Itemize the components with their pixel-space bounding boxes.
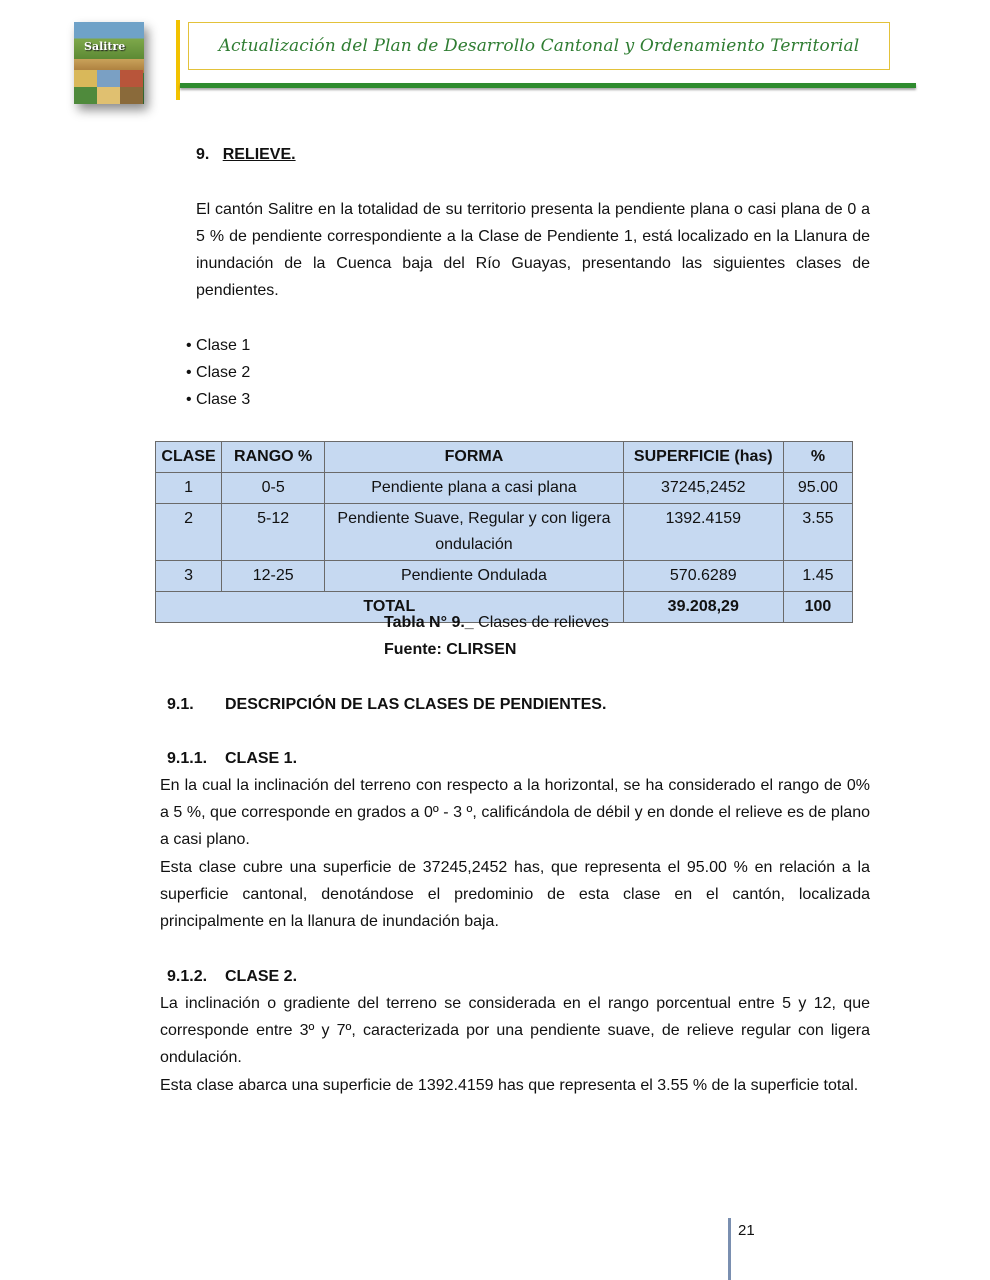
cell-percent: 1.45 <box>783 561 852 592</box>
cell-rango: 0-5 <box>222 473 325 504</box>
cell-percent: 3.55 <box>783 504 852 561</box>
cell-forma: Pendiente Ondulada <box>325 561 623 592</box>
bullet-clase-2: • Clase 2 <box>186 364 251 381</box>
relief-classes-table <box>155 441 853 623</box>
cell-clase: 2 <box>156 504 222 561</box>
header-accent-bar <box>176 20 180 100</box>
bullet-clase-3: • Clase 3 <box>186 391 251 408</box>
table-source: Fuente: CLIRSEN <box>384 641 517 658</box>
table-row <box>156 561 853 592</box>
total-label: TOTAL <box>156 592 624 623</box>
section-9-number: 9. <box>196 146 210 163</box>
header-rango: RANGO % <box>222 442 325 473</box>
section-9-1-2-title: CLASE 2. <box>225 968 298 985</box>
cell-forma: Pendiente plana a casi plana <box>325 473 623 504</box>
header-title-box <box>188 22 890 70</box>
section-9-paragraph: El cantón Salitre en la totalidad de su territorio presenta la pendiente plana o casi plana de 0 a 5 % de pendiente correspondiente a la Clase de Pendiente 1, está localizado en la Llanura de inundación de la Cuenca baja del Río Guayas, presentando las siguientes clases de pendientes. <box>196 201 870 299</box>
cell-superficie: 1392.4159 <box>623 504 783 561</box>
header-superficie: SUPERFICIE (has) <box>623 442 783 473</box>
cell-rango: 12-25 <box>222 561 325 592</box>
salitre-logo <box>74 22 144 104</box>
total-percent: 100 <box>783 592 852 623</box>
cell-clase: 3 <box>156 561 222 592</box>
clase-2-paragraph-2: Esta clase abarca una superficie de 1392.4159 has que representa el 3.55 % de la superficie total. <box>160 1077 859 1094</box>
header-title: Actualización del Plan de Desarrollo Cantonal y Ordenamiento Territorial <box>218 36 860 56</box>
section-9-heading <box>196 141 296 168</box>
cell-percent: 95.00 <box>783 473 852 504</box>
table-row <box>156 473 853 504</box>
table-header-row <box>156 442 853 473</box>
section-9-1-1-title: CLASE 1. <box>225 750 298 767</box>
clase-1-paragraph-1: En la cual la inclinación del terreno con respecto a la horizontal, se ha considerado el rango de 0% a 5 %, que corresponde en grados a 0º - 3 º, calificándola de débil y en donde el relieve es de plano a casi plano. <box>160 777 870 848</box>
cell-superficie: 570.6289 <box>623 561 783 592</box>
section-9-1-number: 9.1. <box>167 696 194 713</box>
header-divider <box>180 83 916 88</box>
total-superficie: 39.208,29 <box>623 592 783 623</box>
header-percent: % <box>783 442 852 473</box>
header-clase: CLASE <box>156 442 222 473</box>
table-row <box>156 504 853 561</box>
table-caption-text: Clases de relieves <box>473 614 609 631</box>
cell-clase: 1 <box>156 473 222 504</box>
logo-text: Salitre <box>84 40 126 53</box>
page-number: 21 <box>738 1222 755 1239</box>
header-forma: FORMA <box>325 442 623 473</box>
clase-2-paragraph-1: La inclinación o gradiente del terreno se considerada en el rango porcentual entre 5 y 12, que corresponde entre 3º y 7º, caracterizada por una pendiente suave, de relieve regular con ligera ondulación. <box>160 995 870 1066</box>
cell-superficie: 37245,2452 <box>623 473 783 504</box>
bullet-clase-1: • Clase 1 <box>186 337 251 354</box>
table-caption <box>384 609 609 636</box>
cell-forma: Pendiente Suave, Regular y con ligera ondulación <box>325 504 623 561</box>
clase-1-paragraph-2: Esta clase cubre una superficie de 37245,2452 has, que representa el 95.00 % en relación a la superficie cantonal, denotándose el predominio de esta clase en el cantón, localizada principalmente en la llanura de inundación baja. <box>160 859 870 930</box>
section-9-1-1-number: 9.1.1. <box>167 750 208 767</box>
cell-rango: 5-12 <box>222 504 325 561</box>
section-9-title: RELIEVE. <box>222 146 296 163</box>
section-9-1-2-number: 9.1.2. <box>167 968 208 985</box>
table-caption-label: Tabla N° 9._ <box>384 614 474 631</box>
logo-photo-tiles <box>74 70 144 104</box>
page-number-rule <box>728 1218 731 1280</box>
section-9-1-title: DESCRIPCIÓN DE LAS CLASES DE PENDIENTES. <box>225 696 607 713</box>
